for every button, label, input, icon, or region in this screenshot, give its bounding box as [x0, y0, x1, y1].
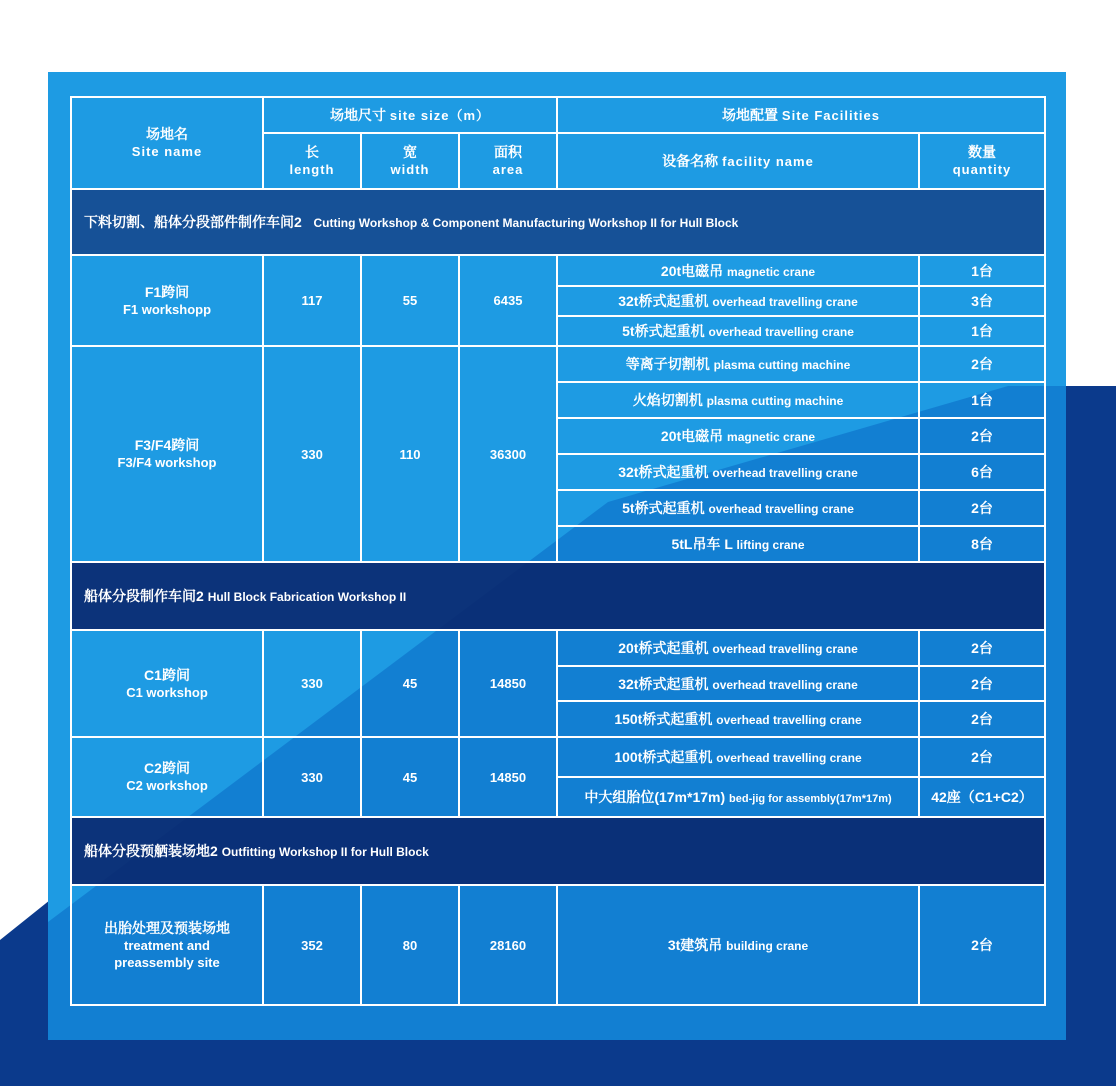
facility-cell	[557, 701, 919, 737]
area-cell: 14850	[459, 737, 557, 817]
header-length	[263, 133, 361, 189]
header-width-en: width	[390, 162, 430, 177]
site-name-cn: F1跨间	[144, 283, 190, 300]
facility-name-cn: 20t电磁吊	[660, 262, 724, 279]
facility-name-en: overhead travelling crane	[712, 677, 858, 692]
facility-cell	[557, 454, 919, 490]
site-name-en: treatment and preassembly site	[114, 937, 220, 970]
width-cell: 110	[361, 346, 459, 562]
area-cell: 28160	[459, 885, 557, 1005]
facility-cell	[557, 737, 919, 777]
site-name-cell	[71, 737, 263, 817]
header-length-cn: 长	[305, 144, 319, 160]
site-name-cell	[71, 346, 263, 562]
site-name-en: F3/F4 workshop	[117, 455, 217, 470]
facility-name-en: magnetic crane	[727, 430, 816, 444]
facility-name-cn: 3t建筑吊	[667, 937, 723, 953]
table-row	[71, 255, 1045, 286]
header-facilities-cn: 场地配置	[722, 106, 779, 123]
section-row	[71, 562, 1045, 630]
site-name-cn: C1跨间	[144, 666, 190, 683]
header-area-cn: 面积	[494, 144, 522, 160]
header-width	[361, 133, 459, 189]
table-row	[71, 346, 1045, 382]
facility-name-en: plasma cutting machine	[706, 394, 844, 408]
facility-name-en: overhead travelling crane	[716, 713, 862, 727]
quantity-cell: 2台	[919, 418, 1045, 454]
facility-cell	[557, 286, 919, 316]
facility-name-en: overhead travelling crane	[708, 325, 854, 339]
facility-cell	[557, 418, 919, 454]
facility-name-cn: 32t桥式起重机	[618, 675, 709, 692]
area-cell: 6435	[459, 255, 557, 346]
section-title-cn: 下料切割、船体分段部件制作车间2	[84, 214, 302, 230]
header-site-name	[71, 97, 263, 189]
section-row	[71, 817, 1045, 885]
facility-name-cn: 150t桥式起重机	[614, 711, 713, 727]
table-row	[71, 737, 1045, 777]
facility-name-en: bed-jig for assembly(17m*17m)	[729, 793, 892, 805]
facility-name-en: overhead travelling crane	[708, 502, 854, 516]
facility-cell	[557, 346, 919, 382]
facility-name-cn: 5tL吊车 L	[671, 536, 733, 552]
section-title-en: Outfitting Workshop II for Hull Block	[221, 845, 429, 859]
length-cell: 330	[263, 737, 361, 817]
facility-name-cn: 5t桥式起重机	[622, 500, 705, 516]
length-cell: 330	[263, 346, 361, 562]
header-facility-name-cn: 设备名称	[662, 152, 719, 169]
header-site-name-cn: 场地名	[146, 126, 188, 142]
header-quantity-en: quantity	[952, 162, 1012, 177]
facility-name-en: plasma cutting machine	[713, 358, 851, 372]
facility-name-en: lifting crane	[736, 538, 805, 552]
quantity-cell: 8台	[919, 526, 1045, 562]
section-title	[71, 562, 1045, 630]
site-name-cell	[71, 885, 263, 1005]
header-quantity-cn: 数量	[968, 144, 996, 160]
length-cell: 117	[263, 255, 361, 346]
site-facilities-table	[70, 96, 1046, 1006]
facility-name-cn: 20t电磁吊	[660, 428, 724, 444]
quantity-cell: 2台	[919, 346, 1045, 382]
site-name-cell	[71, 630, 263, 737]
facility-name-cn: 等离子切割机	[625, 356, 710, 372]
quantity-cell: 2台	[919, 666, 1045, 701]
facility-name-en: magnetic crane	[727, 264, 816, 279]
facility-cell	[557, 630, 919, 666]
header-quantity	[919, 133, 1045, 189]
facility-cell	[557, 777, 919, 817]
facility-cell	[557, 490, 919, 526]
header-site-name-en: Site name	[131, 144, 203, 159]
width-cell: 55	[361, 255, 459, 346]
quantity-cell: 2台	[919, 630, 1045, 666]
facility-cell	[557, 666, 919, 701]
header-length-en: length	[289, 162, 335, 177]
facility-cell	[557, 885, 919, 1005]
facility-name-en: overhead travelling crane	[712, 466, 858, 480]
table-panel	[48, 72, 1066, 1040]
section-title-en: Cutting Workshop & Component Manufacturing Workshop II for Hull Block	[313, 216, 739, 230]
facility-name-cn: 20t桥式起重机	[618, 640, 709, 656]
facility-name-cn: 火焰切割机	[632, 392, 703, 408]
quantity-cell: 1台	[919, 382, 1045, 418]
site-name-cn: 出胎处理及预装场地	[104, 919, 230, 936]
quantity-cell: 1台	[919, 316, 1045, 346]
site-name-en: F1 workshopp	[122, 301, 212, 317]
quantity-cell: 3台	[919, 286, 1045, 316]
quantity-cell: 2台	[919, 490, 1045, 526]
quantity-cell: 2台	[919, 701, 1045, 737]
facility-name-en: building crane	[726, 939, 809, 953]
facility-name-cn: 100t桥式起重机	[614, 749, 713, 765]
table-row	[71, 630, 1045, 666]
section-title-en: Hull Block Fabrication Workshop II	[207, 590, 407, 604]
area-cell: 36300	[459, 346, 557, 562]
facility-name-cn: 5t桥式起重机	[622, 323, 705, 339]
quantity-cell: 2台	[919, 737, 1045, 777]
site-name-en: C1 workshop	[126, 684, 208, 700]
header-area-en: area	[492, 162, 524, 177]
quantity-cell: 42座（C1+C2）	[919, 777, 1045, 817]
area-cell: 14850	[459, 630, 557, 737]
header-facility-name-en: facility name	[722, 153, 814, 169]
header-area	[459, 133, 557, 189]
facility-name-en: overhead travelling crane	[716, 751, 862, 765]
facility-cell	[557, 382, 919, 418]
quantity-cell: 1台	[919, 255, 1045, 286]
facility-name-cn: 32t桥式起重机	[618, 464, 709, 480]
section-row	[71, 189, 1045, 255]
width-cell: 45	[361, 737, 459, 817]
facility-cell	[557, 526, 919, 562]
facility-cell	[557, 255, 919, 286]
header-width-cn: 宽	[403, 144, 417, 160]
facility-name-en: overhead travelling crane	[712, 642, 858, 656]
length-cell: 330	[263, 630, 361, 737]
section-title	[71, 189, 1045, 255]
header-facilities-en: Site Facilities	[781, 107, 880, 123]
header-site-size	[263, 97, 557, 133]
quantity-cell: 2台	[919, 885, 1045, 1005]
header-site-size-en: site size（m）	[389, 107, 491, 123]
quantity-cell: 6台	[919, 454, 1045, 490]
facility-cell	[557, 316, 919, 346]
facility-name-en: overhead travelling crane	[712, 295, 858, 309]
facility-name-cn: 32t桥式起重机	[618, 293, 709, 309]
width-cell: 80	[361, 885, 459, 1005]
header-site-size-cn: 场地尺寸	[329, 106, 386, 123]
section-title-cn: 船体分段制作车间2	[84, 588, 204, 604]
section-title	[71, 817, 1045, 885]
length-cell: 352	[263, 885, 361, 1005]
site-name-cell	[71, 255, 263, 346]
section-title-cn: 船体分段预舾装场地2	[84, 843, 218, 859]
site-name-cn: F3/F4跨间	[134, 437, 200, 453]
facility-name-cn: 中大组胎位(17m*17m)	[584, 789, 726, 805]
width-cell: 45	[361, 630, 459, 737]
site-name-en: C2 workshop	[126, 778, 208, 793]
site-name-cn: C2跨间	[144, 760, 190, 776]
header-facilities	[557, 97, 1045, 133]
table-row	[71, 885, 1045, 1005]
header-facility-name	[557, 133, 919, 189]
